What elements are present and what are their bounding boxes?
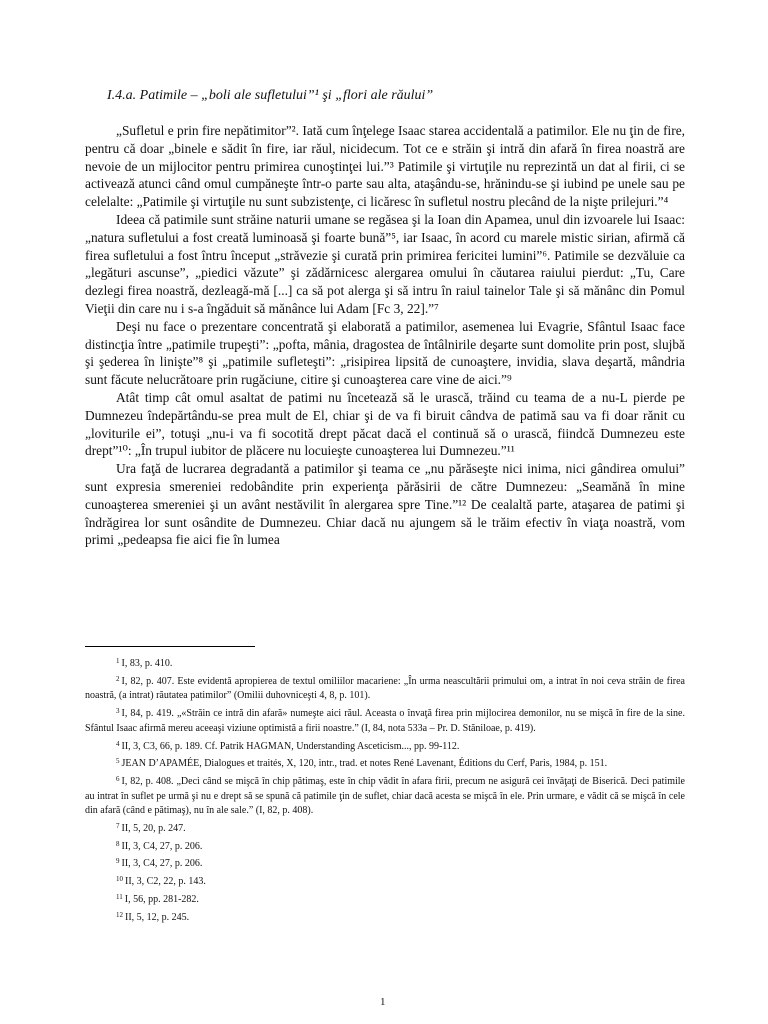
- footnote-ref: 5: [116, 757, 120, 766]
- section-heading: I.4.a. Patimile – „boli ale sufletului”¹ şi „flori ale răului”: [107, 88, 434, 103]
- footnote-ref: 8: [116, 839, 120, 848]
- footnote-ref: 7: [116, 822, 120, 831]
- footnote: [85, 672, 685, 704]
- footnote-ref: 4: [116, 739, 120, 748]
- footnote: [85, 654, 685, 672]
- footnote-ref: 10: [116, 875, 123, 884]
- footnote-text: I, 56, pp. 281-282.: [124, 893, 199, 905]
- footnote-text: I, 83, p. 410.: [121, 658, 173, 669]
- footnote: [85, 737, 685, 755]
- footnote-text: II, 5, 12, p. 245.: [125, 911, 190, 923]
- footnote-ref: 6: [116, 774, 120, 783]
- body-text: [85, 122, 685, 549]
- footnote-text: II, 3, C4, 27, p. 206.: [121, 840, 203, 852]
- paragraph: „Sufletul e prin fire nepătimitor”². Iată cum înţelege Isaac starea accidentală a patimilor. Ele nu ţin de fire, pentru că doar „binele e sădit în fire, iar răul, nicidecum. Tot ce e străin şi intră din afară în firea noastră are nevoie de un mijlocitor pentru primirea cunoştinţei lui.”³ Patimile şi virtuţile nu reprezintă un dat al firii, ci se activează atunci când omul cumpăneşte într-o parte sau alta, ataşându-se, hrănindu-se şi iubind pe unele sau pe celelalte: „Patimile şi virtuţile nu sunt subzistenţe, ci licăresc în sufletul nostru plecând de la nişte prilejuri.”⁴: [85, 123, 685, 210]
- footnote-text: II, 5, 20, p. 247.: [121, 823, 186, 835]
- footnote-ref: 3: [116, 707, 120, 716]
- footnote-text: I, 82, p. 408. „Deci când se mişcă în chip pătimaş, este în chip vădit în afara firii, precum ne asigură cei învăţaţi de Biserică. Deci patimile au intrat în suflet pe urmă şi nu e drept să se spună că patimile ţin de suflet, chiar dacă acesta se mişcă în ele. Prin urmare, e vădit că se mişcă în cele din afară (când e pătimaş), nu în ale sale.” (I, 82, p. 408).: [85, 775, 685, 817]
- footnote-text: JEAN D’APAMÉE, Dialogues et traités, X, 120, intr., trad. et notes René Lavenant, Éditions du Cerf, Paris, 1984, p. 151.: [121, 758, 608, 770]
- footnote-text: II, 3, C4, 27, p. 206.: [121, 858, 203, 870]
- footnotes: [85, 654, 685, 925]
- footnote: [85, 837, 685, 855]
- footnote: [85, 854, 685, 872]
- page-number: 1: [380, 996, 386, 1008]
- footnote: [85, 908, 685, 926]
- footnote-ref: 2: [116, 674, 120, 683]
- paragraph: Ideea că patimile sunt străine naturii umane se regăsea şi la Ioan din Apamea, unul din izvoarele lui Isaac: „natura sufletului a fost creată luminoasă şi foarte bună”⁵, iar Isaac, în acord cu marele mistic sirian, afirmă că firea sufletului a fost întru început „străvezie şi curată prin primirea fericitei lumini”⁶. Patimile se dezvăluie ca „legături ascunse”, „piedici văzute” şi zădărnicesc alergarea omului în căutarea raiului pierdut: „Tu, Care dezlegi firea noastră, dezleagă-mă [...] ca să pot alerga şi să intru în raiul tainelor Tale şi să mănânc din Pomul Vieţii din care nu i s-a îngăduit să mănânce lui Adam [Fc 3, 22].”⁷: [85, 211, 685, 316]
- footnote-ref: 1: [116, 657, 120, 665]
- footnote: [85, 872, 685, 890]
- footnote-separator: [85, 646, 255, 647]
- footnote: [85, 754, 685, 772]
- footnote-ref: 11: [116, 892, 123, 901]
- paragraph: Atât timp cât omul asaltat de patimi nu încetează să le urască, trăind cu teama de a nu-L pierde pe Dumnezeu îndepărtându-se prea mult de El, chiar şi de va fi biruit cândva de patimă sau va fi doar rănit cu „loviturile ei”, totuşi „nu-i va fi socotită drept păcat dacă el continuă să o urască, fiindcă Dumnezeu este drept”¹⁰: „În trupul iubitor de plăcere nu locuieşte cunoaşterea lui Dumnezeu.”¹¹: [85, 389, 685, 459]
- footnote: [85, 704, 685, 736]
- footnote: [85, 890, 685, 908]
- footnote: [85, 772, 685, 819]
- paragraph: Ura faţă de lucrarea degradantă a patimilor şi teama ce „nu părăseşte nici inima, nici gândirea omului” sunt expresia smereniei redobândite prin experienţa părăsirii de către Dumnezeu: „Seamănă în mine cunoaşterea smereniei şi un avânt nestăvilit în alergarea spre Tine.”¹² De cealaltă parte, ataşarea de patimi şi îndrăgirea lor sunt osândite de Dumnezeu. Chiar dacă nu ajungem să le trăim efectiv în viaţa noastră, vom primi „pedeapsa fie aici fie în lumea: [85, 461, 685, 548]
- footnote-text: I, 84, p. 419. „«Străin ce intră din afară» numeşte aici răul. Aceasta o învaţă firea prin mijlocirea demonilor, nu se mişcă în fire de la sine. Sfântul Isaac afirmă mereu aceeaşi viziune optimistă a firii noastre.” (I, 84, nota 533a – Pr. D. Stăniloae, p. 419).: [85, 708, 685, 734]
- footnote-text: II, 3, C3, 66, p. 189. Cf. Patrik HAGMAN, Understanding Asceticism..., pp. 99-112.: [121, 740, 460, 752]
- footnote: [85, 819, 685, 837]
- footnote-ref: 12: [116, 910, 123, 919]
- footnote-ref: 9: [116, 857, 120, 866]
- paragraph: Deşi nu face o prezentare concentrată şi elaborată a patimilor, asemenea lui Evagrie, Sfântul Isaac face distincţia între „patimile trupeşti”: „pofta, mânia, dragostea de întâlnirile deşarte sunt domolite prin post, slujbă şi şederea în linişte”⁸ şi „patimile sufleteşti”: „risipirea lipsită de cunoaştere, invidia, slava deşartă, mândria sunt făcute nelucrătoare prin rugăciune, citire şi cunoaşterea care vine de aici.”⁹: [85, 318, 685, 388]
- footnote-text: I, 82, p. 407. Este evidentă apropierea de textul omiliilor macariene: „În urma neascultării primului om, a intrat în noi ceva străin de firea noastră, (a intrat) răutatea patimilor” (Omilii duhovniceşti 4, 8, p. 101).: [85, 675, 685, 702]
- footnote-text: II, 3, C2, 22, p. 143.: [125, 876, 206, 888]
